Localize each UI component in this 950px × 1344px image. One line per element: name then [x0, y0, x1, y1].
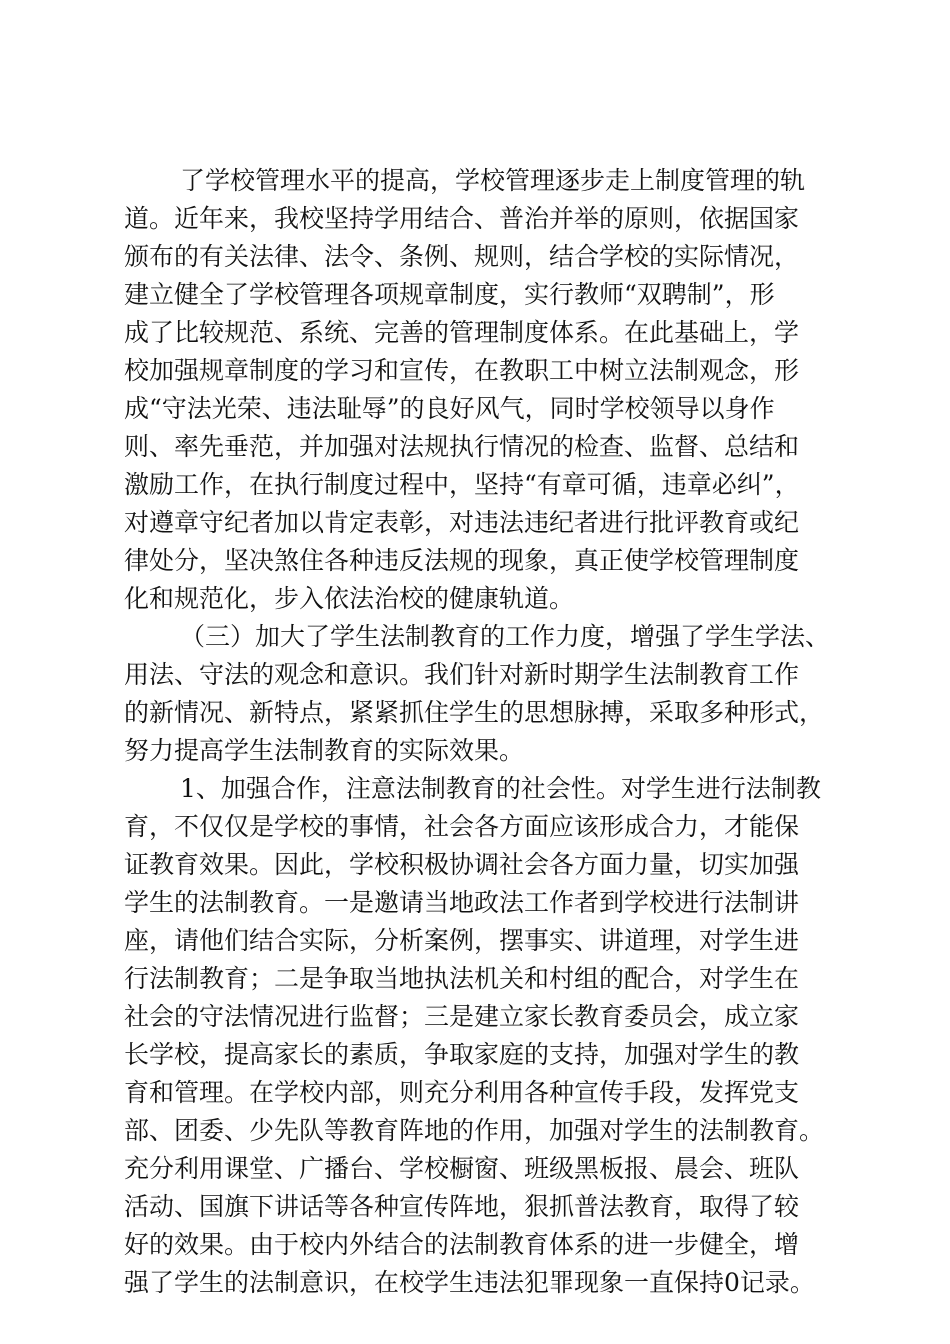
text-line: 的新情况、新特点，紧紧抓住学生的思想脉搏，采取多种形式，: [124, 698, 825, 727]
text-line: 座，请他们结合实际，分析案例，摆事实、讲道理，对学生进: [124, 926, 800, 955]
text-line: 社会的守法情况进行监督；三是建立家长教育委员会，成立家: [124, 1002, 800, 1031]
text-line: 强了学生的法制意识，在校学生违法犯罪现象一直保持0记录。: [124, 1268, 815, 1297]
text-line: 证教育效果。因此，学校积极协调社会各方面力量，切实加强: [124, 850, 800, 879]
text-line: 活动、国旗下讲话等各种宣传阵地，狠抓普法教育，取得了较: [124, 1192, 800, 1221]
text-line: 化和规范化，步入依法治校的健康轨道。: [124, 584, 575, 613]
text-line: 学生的法制教育。一是邀请当地政法工作者到学校进行法制讲: [124, 888, 800, 917]
text-line: （三）加大了学生法制教育的工作力度，增强了学生学法、: [180, 622, 831, 651]
text-line: 育，不仅仅是学校的事情，社会各方面应该形成合力，才能保: [124, 812, 800, 841]
text-line: 激励工作，在执行制度过程中，坚持“有章可循，违章必纠”，: [124, 470, 800, 499]
text-line: 用法、守法的观念和意识。我们针对新时期学生法制教育工作: [124, 660, 800, 689]
text-line: 育和管理。在学校内部，则充分利用各种宣传手段，发挥党支: [124, 1078, 800, 1107]
text-line: 颁布的有关法律、法令、条例、规则，结合学校的实际情况，: [124, 242, 800, 271]
text-line: 行法制教育；二是争取当地执法机关和村组的配合，对学生在: [124, 964, 800, 993]
text-line: 部、团委、少先队等教育阵地的作用，加强对学生的法制教育。: [124, 1116, 825, 1145]
text-line: 律处分，坚决煞住各种违反法规的现象，真正使学校管理制度: [124, 546, 800, 575]
text-line: 充分利用课堂、广播台、学校橱窗、班级黑板报、晨会、班队: [124, 1154, 800, 1183]
text-line: 好的效果。由于校内外结合的法制教育体系的进一步健全，增: [124, 1230, 800, 1259]
text-line: 长学校，提高家长的素质，争取家庭的支持，加强对学生的教: [124, 1040, 800, 1069]
text-line: 则、率先垂范，并加强对法规执行情况的检查、监督、总结和: [124, 432, 800, 461]
text-line: 建立健全了学校管理各项规章制度，实行教师“双聘制”，形: [124, 280, 775, 309]
text-line: 成了比较规范、系统、完善的管理制度体系。在此基础上，学: [124, 318, 800, 347]
text-line: 努力提高学生法制教育的实际效果。: [124, 736, 525, 765]
text-line: 道。近年来，我校坚持学用结合、普治并举的原则，依据国家: [124, 204, 800, 233]
text-line: 了学校管理水平的提高，学校管理逐步走上制度管理的轨: [180, 166, 806, 195]
text-line: 成“守法光荣、违法耻辱”的良好风气，同时学校领导以身作: [124, 394, 775, 423]
text-line: 对遵章守纪者加以肯定表彰，对违法违纪者进行批评教育或纪: [124, 508, 800, 537]
text-line: 校加强规章制度的学习和宣传，在教职工中树立法制观念，形: [124, 356, 800, 385]
text-line: 1、加强合作，注意法制教育的社会性。对学生进行法制教: [180, 774, 821, 803]
